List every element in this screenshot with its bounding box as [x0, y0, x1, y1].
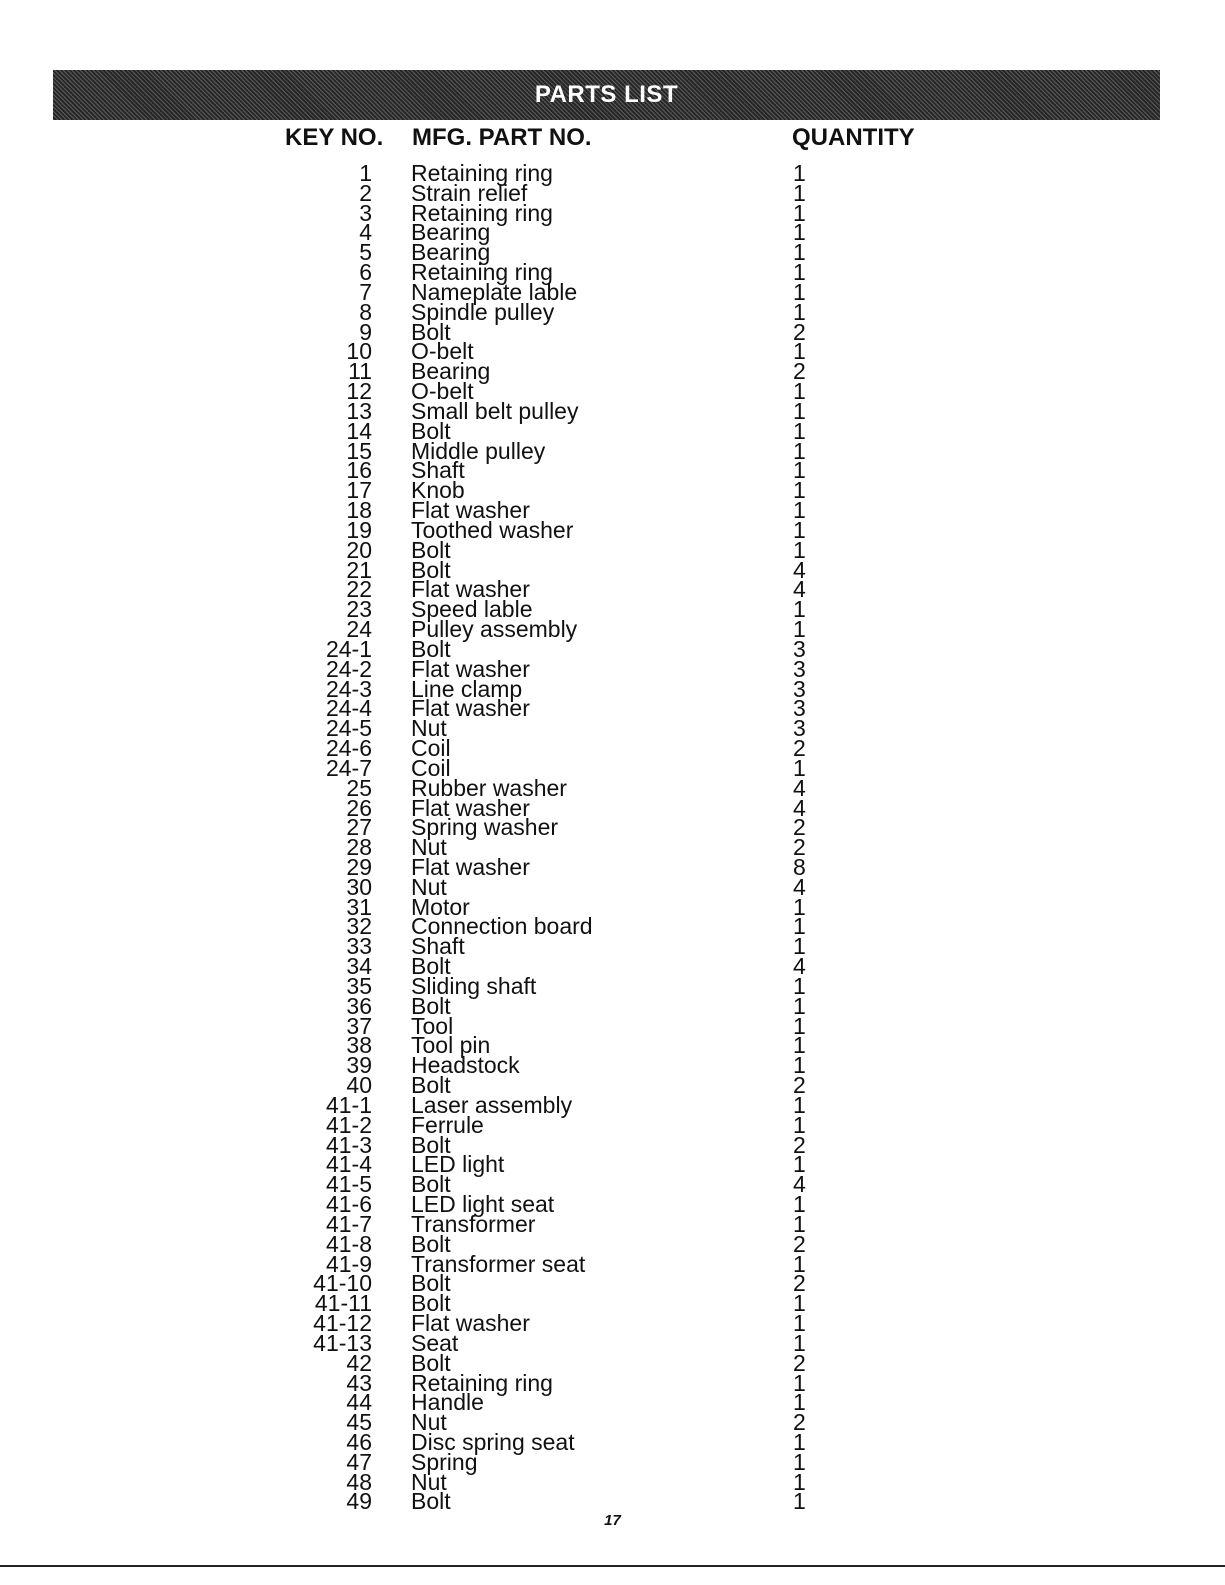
- part-name-cell: Bearing: [411, 358, 491, 385]
- key-no-cell: 41-5: [325, 1171, 372, 1198]
- table-row: [0, 556, 1225, 583]
- part-name-cell: Bolt: [411, 417, 451, 444]
- key-no-cell: 28: [346, 834, 372, 861]
- table-row: [0, 953, 1225, 980]
- table-row: [0, 219, 1225, 246]
- key-no-cell: 24-3: [325, 675, 372, 702]
- part-name-cell: Bolt: [411, 318, 451, 345]
- table-row: [0, 1310, 1225, 1337]
- table-row: [0, 635, 1225, 662]
- key-no-cell: 18: [346, 497, 372, 524]
- key-no-cell: 40: [346, 1072, 372, 1099]
- part-name-cell: Bolt: [411, 1230, 451, 1257]
- quantity-cell: 1: [793, 596, 806, 623]
- quantity-cell: 1: [793, 933, 806, 960]
- quantity-cell: 2: [793, 358, 806, 385]
- table-row: [0, 536, 1225, 563]
- key-no-cell: 10: [346, 338, 372, 365]
- quantity-cell: 1: [793, 179, 806, 206]
- table-row: [0, 1210, 1225, 1237]
- quantity-cell: 1: [793, 378, 806, 405]
- key-no-cell: 41-13: [313, 1329, 372, 1356]
- quantity-cell: 2: [793, 1349, 806, 1376]
- table-row: [0, 1448, 1225, 1475]
- quantity-cell: 1: [793, 1329, 806, 1356]
- page-title: PARTS LIST: [534, 81, 679, 108]
- part-name-cell: Flat washer: [411, 853, 530, 880]
- quantity-cell: 4: [793, 556, 806, 583]
- part-name-cell: O-belt: [411, 378, 474, 405]
- key-no-cell: 14: [346, 417, 372, 444]
- key-no-cell: 12: [346, 378, 372, 405]
- table-row: [0, 1389, 1225, 1416]
- key-no-cell: 22: [346, 576, 372, 603]
- part-name-cell: Laser assembly: [411, 1091, 573, 1118]
- table-row: [0, 715, 1225, 742]
- quantity-cell: 1: [793, 972, 806, 999]
- key-no-cell: 21: [346, 556, 372, 583]
- key-no-cell: 39: [346, 1052, 372, 1079]
- part-name-cell: Spring washer: [411, 814, 559, 841]
- key-no-cell: 20: [346, 536, 372, 563]
- part-name-cell: Shaft: [411, 457, 465, 484]
- part-name-cell: Nameplate lable: [411, 278, 578, 305]
- table-row: [0, 199, 1225, 226]
- parts-list-banner: [53, 70, 1160, 120]
- table-row: [0, 1012, 1225, 1039]
- quantity-cell: 4: [793, 774, 806, 801]
- part-name-cell: Ferrule: [411, 1111, 484, 1138]
- quantity-cell: 2: [793, 834, 806, 861]
- table-row: [0, 397, 1225, 424]
- quantity-cell: 2: [793, 814, 806, 841]
- table-row: [0, 675, 1225, 702]
- key-no-cell: 44: [346, 1389, 372, 1416]
- parts-table: [0, 160, 1225, 1515]
- table-row: [0, 794, 1225, 821]
- table-row: [0, 893, 1225, 920]
- table-row: [0, 1131, 1225, 1158]
- quantity-cell: 1: [793, 1052, 806, 1079]
- part-name-cell: Bolt: [411, 1270, 451, 1297]
- quantity-cell: 1: [793, 1389, 806, 1416]
- table-row: [0, 972, 1225, 999]
- key-no-cell: 16: [346, 457, 372, 484]
- key-no-cell: 6: [359, 259, 372, 286]
- key-no-cell: 42: [346, 1349, 372, 1376]
- key-no-cell: 15: [346, 437, 372, 464]
- key-no-cell: 32: [346, 913, 372, 940]
- quantity-cell: 2: [793, 735, 806, 762]
- quantity-cell: 4: [793, 873, 806, 900]
- key-no-cell: 46: [346, 1429, 372, 1455]
- quantity-cell: 1: [793, 298, 806, 325]
- part-name-cell: O-belt: [411, 338, 474, 365]
- key-no-cell: 36: [346, 992, 372, 1019]
- part-name-cell: Retaining ring: [411, 160, 553, 186]
- table-row: [0, 1091, 1225, 1118]
- table-row: [0, 338, 1225, 365]
- table-row: [0, 1270, 1225, 1297]
- part-name-cell: Line clamp: [411, 675, 523, 702]
- table-row: [0, 1072, 1225, 1099]
- part-name-cell: Bearing: [411, 219, 491, 246]
- part-name-cell: Knob: [411, 477, 465, 504]
- key-no-cell: 29: [346, 853, 372, 880]
- quantity-cell: 3: [793, 635, 806, 662]
- quantity-cell: 1: [793, 1310, 806, 1337]
- key-no-cell: 49: [346, 1488, 372, 1515]
- quantity-cell: 1: [793, 893, 806, 920]
- part-name-cell: Disc spring seat: [411, 1429, 575, 1455]
- part-name-cell: Flat washer: [411, 794, 530, 821]
- key-no-cell: 34: [346, 953, 372, 980]
- quantity-cell: 1: [793, 397, 806, 424]
- quantity-cell: 1: [793, 437, 806, 464]
- quantity-cell: 1: [793, 1468, 806, 1495]
- key-no-cell: 7: [359, 278, 372, 305]
- part-name-cell: Flat washer: [411, 576, 530, 603]
- key-no-cell: 9: [359, 318, 372, 345]
- part-name-cell: LED light: [411, 1151, 505, 1178]
- part-name-cell: Tool: [411, 1012, 454, 1039]
- quantity-cell: 1: [793, 1151, 806, 1178]
- table-row: [0, 1171, 1225, 1198]
- part-name-cell: Spring: [411, 1448, 478, 1475]
- key-no-cell: 1: [359, 160, 372, 186]
- table-row: [0, 1369, 1225, 1396]
- key-no-cell: 25: [346, 774, 372, 801]
- part-name-cell: Nut: [411, 715, 447, 742]
- part-name-cell: Bolt: [411, 992, 451, 1019]
- quantity-cell: 2: [793, 1409, 806, 1436]
- table-row: [0, 1429, 1225, 1455]
- part-no-header: MFG. PART NO.: [412, 124, 592, 151]
- part-name-cell: Coil: [411, 735, 451, 762]
- part-name-cell: Strain relief: [411, 179, 528, 206]
- key-no-cell: 31: [346, 893, 372, 920]
- quantity-cell: 1: [793, 536, 806, 563]
- part-name-cell: Handle: [411, 1389, 484, 1416]
- key-no-cell: 23: [346, 596, 372, 623]
- key-no-cell: 45: [346, 1409, 372, 1436]
- quantity-cell: 1: [793, 338, 806, 365]
- table-row: [0, 873, 1225, 900]
- quantity-cell: 1: [793, 1488, 806, 1515]
- table-row: [0, 179, 1225, 206]
- key-no-cell: 41-7: [325, 1210, 372, 1237]
- table-row: [0, 1052, 1225, 1079]
- key-no-cell: 13: [346, 397, 372, 424]
- part-name-cell: Flat washer: [411, 1310, 530, 1337]
- table-row: [0, 655, 1225, 682]
- quantity-cell: 2: [793, 318, 806, 345]
- quantity-cell: 1: [793, 1448, 806, 1475]
- key-no-cell: 43: [346, 1369, 372, 1396]
- key-no-cell: 30: [346, 873, 372, 900]
- quantity-cell: 1: [793, 417, 806, 444]
- part-name-cell: Bolt: [411, 635, 451, 662]
- table-row: [0, 913, 1225, 940]
- table-row: [0, 259, 1225, 286]
- part-name-cell: Retaining ring: [411, 199, 553, 226]
- quantity-cell: 1: [793, 516, 806, 543]
- table-row: [0, 616, 1225, 643]
- key-no-cell: 17: [346, 477, 372, 504]
- key-no-cell: 47: [346, 1448, 372, 1475]
- quantity-cell: 1: [793, 1012, 806, 1039]
- bottom-divider: [0, 1565, 1225, 1567]
- key-no-cell: 37: [346, 1012, 372, 1039]
- quantity-cell: 3: [793, 675, 806, 702]
- key-no-cell: 41-12: [313, 1310, 372, 1337]
- part-name-cell: Nut: [411, 873, 447, 900]
- part-name-cell: Bearing: [411, 239, 491, 266]
- key-no-cell: 24-7: [325, 754, 372, 781]
- key-no-cell: 41-8: [325, 1230, 372, 1257]
- part-name-cell: Spindle pulley: [411, 298, 555, 325]
- key-no-cell: 24-1: [325, 635, 372, 662]
- part-name-cell: Connection board: [411, 913, 593, 940]
- part-name-cell: Speed lable: [411, 596, 533, 623]
- part-name-cell: Bolt: [411, 1290, 451, 1317]
- part-name-cell: Middle pulley: [411, 437, 546, 464]
- table-row: [0, 576, 1225, 603]
- quantity-cell: 2: [793, 1072, 806, 1099]
- part-name-cell: Rubber washer: [411, 774, 567, 801]
- key-no-cell: 41-6: [325, 1191, 372, 1218]
- part-name-cell: Bolt: [411, 1131, 451, 1158]
- table-row: [0, 814, 1225, 841]
- quantity-cell: 4: [793, 576, 806, 603]
- part-name-cell: Seat: [411, 1329, 459, 1356]
- quantity-cell: 4: [793, 953, 806, 980]
- quantity-cell: 4: [793, 794, 806, 821]
- table-row: [0, 596, 1225, 623]
- table-row: [0, 378, 1225, 405]
- table-row: [0, 417, 1225, 444]
- quantity-cell: 1: [793, 477, 806, 504]
- key-no-cell: 41-1: [325, 1091, 372, 1118]
- part-name-cell: Transformer: [411, 1210, 536, 1237]
- table-row: [0, 1488, 1225, 1515]
- quantity-cell: 1: [793, 278, 806, 305]
- part-name-cell: Bolt: [411, 1349, 451, 1376]
- key-no-cell: 41-2: [325, 1111, 372, 1138]
- table-row: [0, 853, 1225, 880]
- key-no-cell: 33: [346, 933, 372, 960]
- table-row: [0, 278, 1225, 305]
- table-row: [0, 358, 1225, 385]
- quantity-cell: 1: [793, 1210, 806, 1237]
- part-name-cell: Motor: [411, 893, 470, 920]
- quantity-cell: 8: [793, 853, 806, 880]
- quantity-cell: 3: [793, 715, 806, 742]
- part-name-cell: Small belt pulley: [411, 397, 579, 424]
- quantity-cell: 1: [793, 1290, 806, 1317]
- table-row: [0, 239, 1225, 266]
- table-row: [0, 1151, 1225, 1178]
- table-row: [0, 774, 1225, 801]
- part-name-cell: LED light seat: [411, 1191, 555, 1218]
- part-name-cell: Pulley assembly: [411, 616, 578, 643]
- part-name-cell: Nut: [411, 1409, 447, 1436]
- table-row: [0, 298, 1225, 325]
- part-name-cell: Flat washer: [411, 655, 530, 682]
- quantity-cell: 1: [793, 992, 806, 1019]
- quantity-cell: 1: [793, 1191, 806, 1218]
- part-name-cell: Bolt: [411, 1072, 451, 1099]
- quantity-cell: 1: [793, 1032, 806, 1059]
- table-row: [0, 1032, 1225, 1059]
- quantity-cell: 4: [793, 1171, 806, 1198]
- table-row: [0, 516, 1225, 543]
- part-name-cell: Retaining ring: [411, 259, 553, 286]
- quantity-cell: 1: [793, 913, 806, 940]
- key-no-cell: 11: [348, 358, 372, 385]
- part-name-cell: Flat washer: [411, 695, 530, 722]
- quantity-cell: 2: [793, 1131, 806, 1158]
- table-row: [0, 933, 1225, 960]
- quantity-cell: 3: [793, 655, 806, 682]
- key-no-cell: 2: [359, 179, 372, 206]
- table-row: [0, 754, 1225, 781]
- table-row: [0, 318, 1225, 345]
- table-row: [0, 1409, 1225, 1436]
- table-row: [0, 1230, 1225, 1257]
- table-row: [0, 497, 1225, 524]
- quantity-cell: 1: [793, 1111, 806, 1138]
- part-name-cell: Headstock: [411, 1052, 520, 1079]
- part-name-cell: Bolt: [411, 953, 451, 980]
- table-row: [0, 1111, 1225, 1138]
- quantity-cell: 1: [793, 239, 806, 266]
- part-name-cell: Coil: [411, 754, 451, 781]
- quantity-header: QUANTITY: [792, 124, 915, 151]
- key-no-cell: 24-4: [325, 695, 372, 722]
- part-name-cell: Sliding shaft: [411, 972, 537, 999]
- table-row: [0, 160, 1225, 186]
- key-no-cell: 41-10: [313, 1270, 372, 1297]
- quantity-cell: 1: [793, 1369, 806, 1396]
- table-row: [0, 1349, 1225, 1376]
- table-row: [0, 695, 1225, 722]
- part-name-cell: Toothed washer: [411, 516, 574, 543]
- quantity-cell: 1: [793, 199, 806, 226]
- key-no-cell: 35: [346, 972, 372, 999]
- table-row: [0, 1329, 1225, 1356]
- key-no-cell: 5: [359, 239, 372, 266]
- key-no-cell: 3: [359, 199, 372, 226]
- table-row: [0, 477, 1225, 504]
- key-no-cell: 4: [359, 219, 372, 246]
- key-no-cell: 24-2: [325, 655, 372, 682]
- key-no-cell: 26: [346, 794, 372, 821]
- key-no-cell: 24-6: [325, 735, 372, 762]
- table-row: [0, 437, 1225, 464]
- quantity-cell: 1: [793, 1091, 806, 1118]
- key-no-cell: 19: [346, 516, 372, 543]
- quantity-cell: 1: [793, 1250, 806, 1277]
- page-number: 17: [604, 1512, 621, 1529]
- quantity-cell: 1: [793, 616, 806, 643]
- part-name-cell: Retaining ring: [411, 1369, 553, 1396]
- key-no-cell: 24: [346, 616, 372, 643]
- part-name-cell: Shaft: [411, 933, 465, 960]
- part-name-cell: Bolt: [411, 556, 451, 583]
- quantity-cell: 1: [793, 219, 806, 246]
- key-no-cell: 41-9: [325, 1250, 372, 1277]
- key-no-cell: 27: [346, 814, 372, 841]
- part-name-cell: Nut: [411, 1468, 447, 1495]
- quantity-cell: 3: [793, 695, 806, 722]
- key-no-cell: 41-4: [325, 1151, 372, 1178]
- key-no-cell: 8: [359, 298, 372, 325]
- key-no-cell: 38: [346, 1032, 372, 1059]
- part-name-cell: Bolt: [411, 1171, 451, 1198]
- part-name-cell: Nut: [411, 834, 447, 861]
- quantity-cell: 2: [793, 1230, 806, 1257]
- table-row: [0, 1250, 1225, 1277]
- quantity-cell: 1: [793, 754, 806, 781]
- table-row: [0, 1191, 1225, 1218]
- table-row: [0, 834, 1225, 861]
- quantity-cell: 1: [793, 160, 806, 186]
- table-row: [0, 1468, 1225, 1495]
- quantity-cell: 2: [793, 1270, 806, 1297]
- key-no-cell: 24-5: [325, 715, 372, 742]
- table-row: [0, 457, 1225, 484]
- key-no-cell: 48: [346, 1468, 372, 1495]
- part-name-cell: Tool pin: [411, 1032, 491, 1059]
- table-row: [0, 735, 1225, 762]
- quantity-cell: 1: [793, 1429, 806, 1455]
- quantity-cell: 1: [793, 497, 806, 524]
- part-name-cell: Bolt: [411, 536, 451, 563]
- quantity-cell: 1: [793, 259, 806, 286]
- part-name-cell: Bolt: [411, 1488, 451, 1515]
- key-no-cell: 41-3: [325, 1131, 372, 1158]
- part-name-cell: Transformer seat: [411, 1250, 586, 1277]
- part-name-cell: Flat washer: [411, 497, 530, 524]
- table-row: [0, 1290, 1225, 1317]
- table-row: [0, 992, 1225, 1019]
- quantity-cell: 1: [793, 457, 806, 484]
- key-no-header: KEY NO.: [285, 124, 384, 151]
- key-no-cell: 41-11: [314, 1290, 372, 1317]
